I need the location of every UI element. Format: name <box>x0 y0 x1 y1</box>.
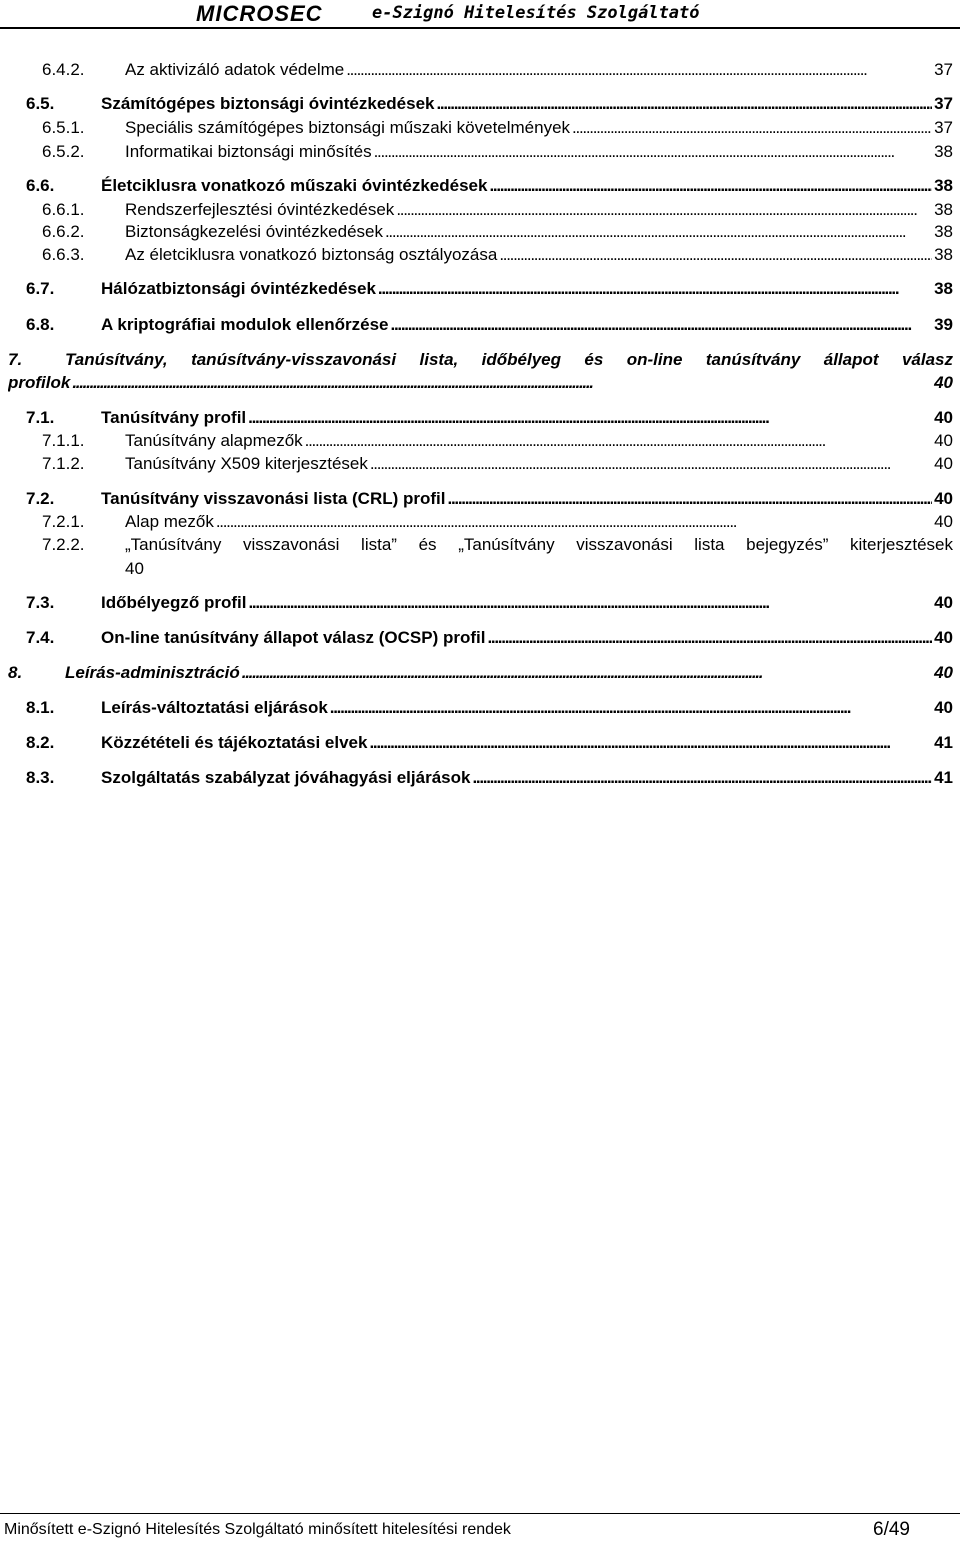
toc-leader <box>572 117 932 139</box>
toc-title: Szolgáltatás szabályzat jóváhagyási eljárások <box>101 768 471 787</box>
toc-page: 38 <box>934 222 953 241</box>
toc-leader <box>436 93 932 115</box>
toc-number: 7.2.2. <box>42 535 85 554</box>
toc-title: Leírás-adminisztráció <box>65 663 240 682</box>
toc-number: 8. <box>8 663 23 682</box>
toc-title: On-line tanúsítvány állapot válasz (OCSP) profil <box>101 628 486 647</box>
toc-page: 40 <box>934 698 953 717</box>
toc-title: Leírás-változtatási eljárások <box>101 698 328 717</box>
toc-number: 7.1.1. <box>42 431 85 450</box>
toc-number: 8.2. <box>26 733 55 752</box>
header-rule <box>0 27 960 29</box>
toc-title-continuation: profilok <box>8 373 71 392</box>
toc-number: 6.6.2. <box>42 222 85 241</box>
toc-page: 38 <box>934 279 953 298</box>
toc-number: 7.1.2. <box>42 454 85 473</box>
toc-number: 7.1. <box>26 408 55 427</box>
toc-entry[interactable] <box>26 314 953 336</box>
toc-leader <box>391 314 933 336</box>
toc-entry[interactable] <box>8 662 953 684</box>
toc-page: 41 <box>934 733 953 752</box>
toc-title: Tanúsítvány profil <box>101 408 247 427</box>
toc-entry[interactable] <box>26 488 953 510</box>
toc-page: 37 <box>934 94 953 113</box>
toc-title: Közzétételi és tájékoztatási elvek <box>101 733 368 752</box>
toc-page: 37 <box>934 60 953 79</box>
toc-entry-continuation[interactable] <box>8 372 953 394</box>
toc-leader <box>489 175 932 197</box>
microsec-logo: MICROSEC <box>196 1 323 26</box>
toc-leader <box>216 511 932 533</box>
toc-leader <box>499 244 932 266</box>
toc-entry[interactable] <box>26 767 953 789</box>
toc-title: Rendszerfejlesztési óvintézkedések <box>125 200 395 219</box>
toc-title: Hálózatbiztonsági óvintézkedések <box>101 279 376 298</box>
toc-entry[interactable] <box>42 59 953 81</box>
toc-leader <box>305 430 932 452</box>
toc-leader <box>242 662 932 684</box>
toc-leader <box>487 627 932 649</box>
toc-page: 40 <box>934 489 953 508</box>
toc-title: „Tanúsítvány visszavonási lista” és „Tanúsítvány visszavonási lista bejegyzés” kiterjesztések <box>125 535 953 554</box>
toc-page: 40 <box>934 373 953 392</box>
toc-title: Életciklusra vonatkozó műszaki óvintézkedések <box>101 176 488 195</box>
toc-leader <box>370 453 932 475</box>
toc-page: 40 <box>934 663 953 682</box>
footer-text: Minősített e-Szignó Hitelesítés Szolgáltató minősített hitelesítési rendek <box>4 1521 511 1538</box>
toc-title: Időbélyegző profil <box>101 593 247 612</box>
toc-entry-chapter-7[interactable] <box>8 349 953 371</box>
toc-page: 38 <box>934 142 953 161</box>
toc-leader <box>385 221 932 243</box>
toc-page: 38 <box>934 245 953 264</box>
toc-number: 6.6. <box>26 176 55 195</box>
header-title: e-Szignó Hitelesítés Szolgáltató <box>372 3 700 23</box>
toc-page: 40 <box>934 408 953 427</box>
toc-page: 40 <box>934 454 953 473</box>
toc-leader <box>448 488 933 510</box>
toc-number: 6.7. <box>26 279 55 298</box>
toc-entry[interactable] <box>26 732 953 754</box>
toc-leader <box>72 372 932 394</box>
toc-entry[interactable] <box>26 278 953 300</box>
toc-entry[interactable] <box>42 244 953 266</box>
toc-number: 6.5.1. <box>42 118 85 137</box>
toc-entry[interactable] <box>42 453 953 475</box>
toc-number: 7.2.1. <box>42 512 85 531</box>
toc-entry[interactable] <box>26 697 953 719</box>
toc-number: 7.4. <box>26 628 55 647</box>
toc-page: 40 <box>934 628 953 647</box>
toc-title: Biztonságkezelési óvintézkedések <box>125 222 383 241</box>
toc-title: Tanúsítvány X509 kiterjesztések <box>125 454 368 473</box>
page-number: 6/49 <box>873 1519 910 1540</box>
toc-leader <box>330 697 932 719</box>
toc-leader <box>248 592 932 614</box>
toc-title: A kriptográfiai modulok ellenőrzése <box>101 315 389 334</box>
toc-title: Tanúsítvány alapmezők <box>125 431 303 450</box>
toc-page: 39 <box>934 315 953 334</box>
toc-number: 7.3. <box>26 593 55 612</box>
toc-entry[interactable] <box>42 141 953 163</box>
toc-entry[interactable] <box>26 407 953 429</box>
toc-leader <box>396 199 932 221</box>
toc-title: Tanúsítvány visszavonási lista (CRL) profil <box>101 489 446 508</box>
toc-number: 6.5. <box>26 94 55 113</box>
toc-title: Speciális számítógépes biztonsági műszaki követelmények <box>125 118 571 137</box>
toc-page: 40 <box>934 431 953 450</box>
toc-entry[interactable] <box>42 430 953 452</box>
toc-title: Számítógépes biztonsági óvintézkedések <box>101 94 435 113</box>
toc-entry[interactable] <box>42 199 953 221</box>
toc-entry[interactable] <box>42 511 953 533</box>
toc-leader <box>374 141 932 163</box>
toc-page: 41 <box>934 768 953 787</box>
toc-number: 6.6.1. <box>42 200 85 219</box>
toc-number: 6.8. <box>26 315 55 334</box>
toc-entry-7-2-2[interactable] <box>42 534 953 580</box>
toc-title: Tanúsítvány, tanúsítvány-visszavonási lista, időbélyeg és on-line tanúsítvány állapot válasz <box>65 350 953 369</box>
toc-entry[interactable] <box>42 221 953 243</box>
toc-number: 7. <box>8 350 23 369</box>
toc-page: 40 <box>934 512 953 531</box>
toc-leader <box>378 278 932 300</box>
toc-leader <box>472 767 932 789</box>
toc-number: 8.3. <box>26 768 55 787</box>
toc-title: Az életciklusra vonatkozó biztonság osztályozása <box>125 245 498 264</box>
toc-entry[interactable] <box>42 117 953 139</box>
toc-entry[interactable] <box>26 627 953 649</box>
toc-page: 40 <box>125 559 144 578</box>
toc-entry[interactable] <box>26 93 953 115</box>
toc-leader <box>346 59 932 81</box>
toc-entry[interactable] <box>26 175 953 197</box>
toc-number: 6.6.3. <box>42 245 85 264</box>
page-header <box>190 0 710 26</box>
footer-rule <box>0 1513 960 1514</box>
toc-title: Alap mezők <box>125 512 214 531</box>
toc-page: 40 <box>934 593 953 612</box>
toc-leader <box>248 407 932 429</box>
toc-number: 8.1. <box>26 698 55 717</box>
toc-title: Informatikai biztonsági minősítés <box>125 142 372 161</box>
toc-page: 38 <box>934 200 953 219</box>
toc-number: 7.2. <box>26 489 55 508</box>
toc-entry[interactable] <box>26 592 953 614</box>
toc-leader <box>369 732 932 754</box>
toc-number: 6.4.2. <box>42 60 85 79</box>
toc-title: Az aktivizáló adatok védelme <box>125 60 345 79</box>
toc-page: 37 <box>934 118 953 137</box>
toc-page: 38 <box>934 176 953 195</box>
toc-number: 6.5.2. <box>42 142 85 161</box>
